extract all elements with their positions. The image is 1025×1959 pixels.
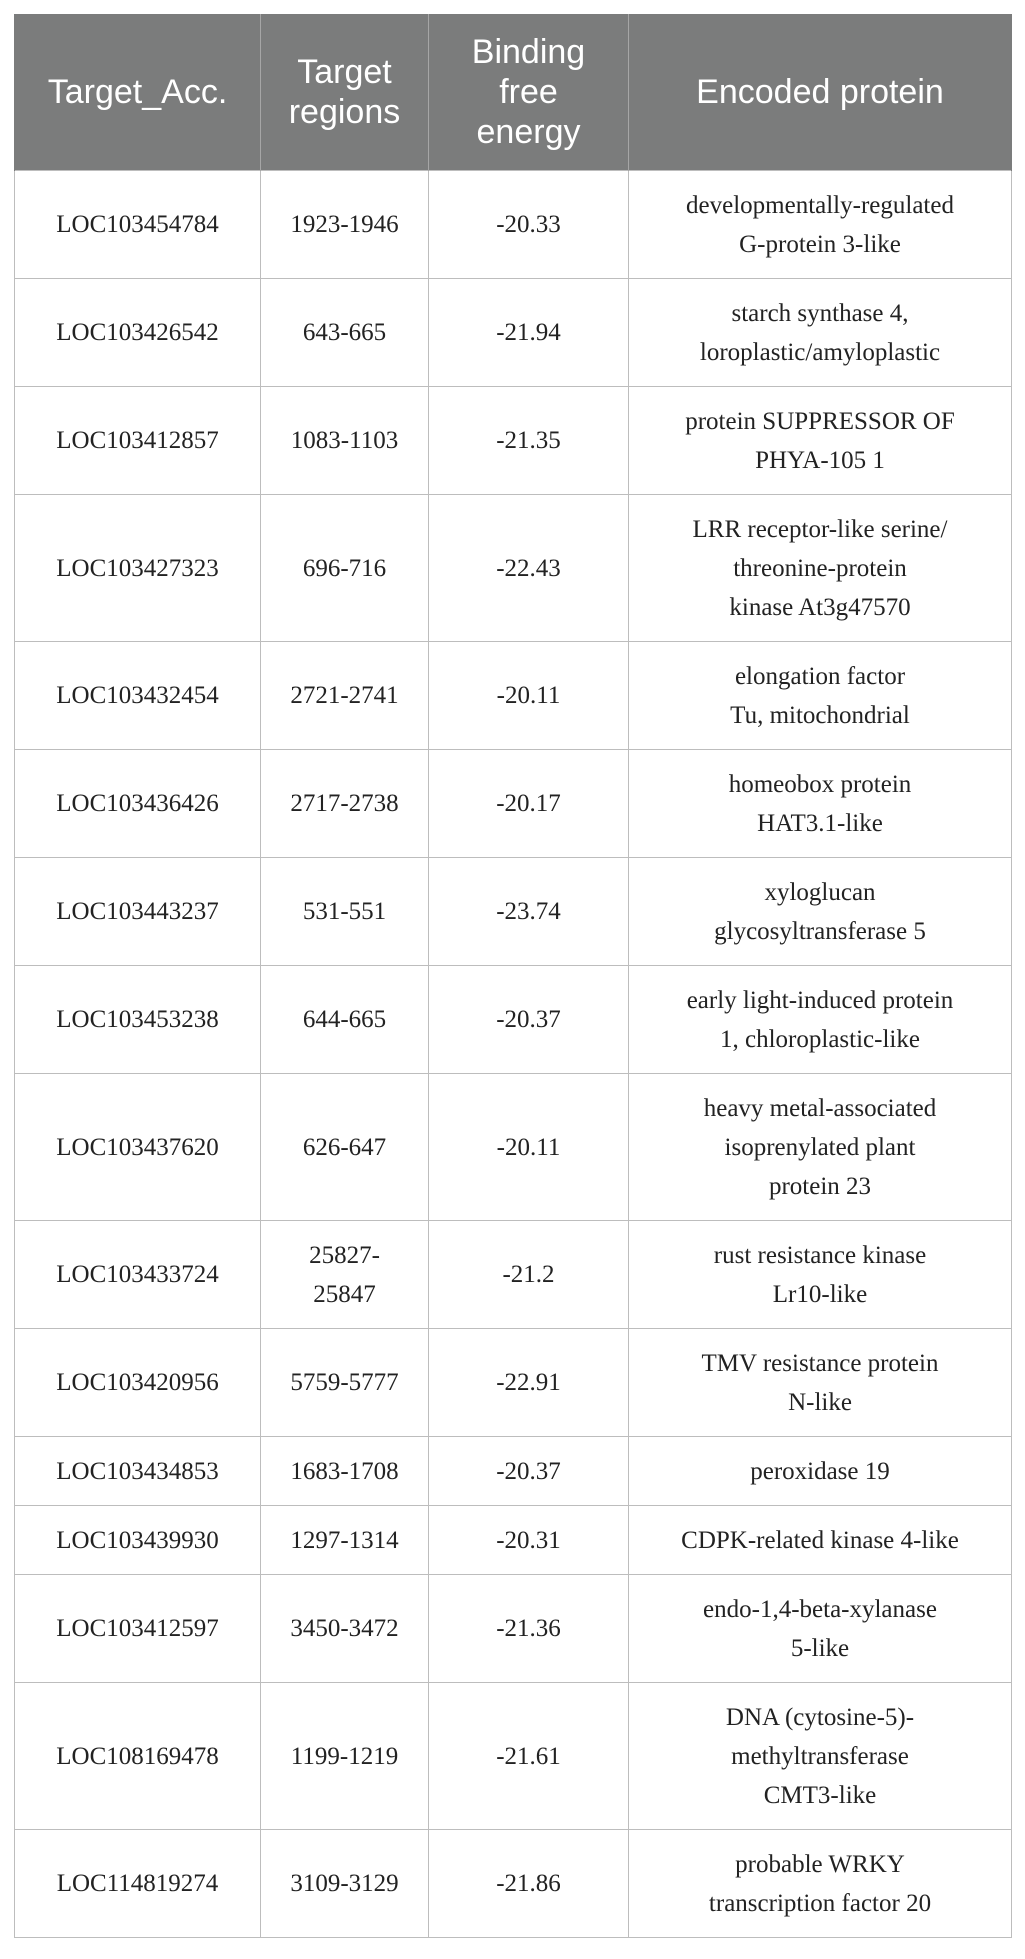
cell-target-acc: LOC103433724 — [15, 1221, 261, 1329]
protein-line: starch synthase 4, — [731, 299, 909, 327]
cell-target-acc: LOC103453238 — [15, 966, 261, 1074]
cell-encoded-protein — [629, 750, 1012, 858]
cell-target-region: 1297-1314 — [261, 1506, 429, 1575]
protein-line: developmentally-regulated — [686, 191, 954, 219]
cell-encoded-protein — [629, 1575, 1012, 1683]
protein-line: TMV resistance protein — [701, 1349, 939, 1377]
cell-encoded-protein — [629, 1683, 1012, 1830]
cell-target-region: 3109-3129 — [261, 1830, 429, 1938]
cell-target-acc: LOC103454784 — [15, 171, 261, 279]
protein-line: Lr10-like — [772, 1280, 868, 1308]
cell-target-acc: LOC103443237 — [15, 858, 261, 966]
cell-binding-energy: -23.74 — [429, 858, 629, 966]
cell-target-region: 2717-2738 — [261, 750, 429, 858]
cell-binding-energy: -22.43 — [429, 495, 629, 642]
cell-binding-energy: -20.37 — [429, 1437, 629, 1506]
header-target-regions-line1: Target — [297, 53, 392, 91]
cell-binding-energy: -21.61 — [429, 1683, 629, 1830]
table-header — [15, 14, 1012, 171]
protein-line: elongation factor — [734, 662, 906, 690]
cell-target-region: 1199-1219 — [261, 1683, 429, 1830]
protein-line: xyloglucan — [764, 878, 876, 906]
cell-binding-energy: -20.31 — [429, 1506, 629, 1575]
cell-target-acc: LOC103426542 — [15, 279, 261, 387]
cell-binding-energy: -20.37 — [429, 966, 629, 1074]
protein-line: loroplastic/amyloplastic — [699, 338, 941, 366]
cell-target-acc: LOC103420956 — [15, 1329, 261, 1437]
table-row — [15, 1437, 1012, 1506]
cell-binding-energy: -21.36 — [429, 1575, 629, 1683]
protein-line: homeobox protein — [728, 770, 912, 798]
protein-line: G-protein 3-like — [739, 230, 901, 258]
cell-target-acc: LOC103437620 — [15, 1074, 261, 1221]
cell-binding-energy: -21.86 — [429, 1830, 629, 1938]
header-binding-line2: free — [499, 73, 558, 111]
protein-line: Tu, mitochondrial — [730, 701, 910, 729]
cell-encoded-protein — [629, 966, 1012, 1074]
cell-encoded-protein — [629, 642, 1012, 750]
table-row — [15, 966, 1012, 1074]
protein-line: protein SUPPRESSOR OF — [685, 407, 955, 435]
table-row — [15, 1575, 1012, 1683]
cell-encoded-protein — [629, 387, 1012, 495]
table-row — [15, 858, 1012, 966]
cell-target-region: 2721-2741 — [261, 642, 429, 750]
cell-binding-energy: -21.35 — [429, 387, 629, 495]
protein-line: early light-induced protein — [686, 986, 954, 1014]
table-body — [15, 171, 1012, 1938]
protein-line: glycosyltransferase 5 — [714, 917, 926, 945]
cell-encoded-protein — [629, 1437, 1012, 1506]
cell-encoded-protein — [629, 1074, 1012, 1221]
protein-line: kinase At3g47570 — [729, 593, 911, 621]
cell-target-region: 643-665 — [261, 279, 429, 387]
header-encoded-protein-label: Encoded protein — [696, 73, 944, 111]
cell-encoded-protein — [629, 1506, 1012, 1575]
cell-target-acc: LOC103412857 — [15, 387, 261, 495]
header-binding-line1: Binding — [471, 33, 586, 71]
cell-target-acc: LOC103432454 — [15, 642, 261, 750]
cell-encoded-protein — [629, 495, 1012, 642]
cell-encoded-protein — [629, 858, 1012, 966]
protein-line: CMT3-like — [763, 1781, 877, 1809]
cell-binding-energy: -20.11 — [429, 642, 629, 750]
table-row — [15, 1506, 1012, 1575]
protein-line: peroxidase 19 — [750, 1457, 890, 1485]
table-row — [15, 1329, 1012, 1437]
cell-target-acc: LOC103427323 — [15, 495, 261, 642]
data-table — [14, 14, 1012, 1938]
cell-target-acc: LOC103434853 — [15, 1437, 261, 1506]
cell-binding-energy: -22.91 — [429, 1329, 629, 1437]
cell-target-region: 1683-1708 — [261, 1437, 429, 1506]
table-row — [15, 279, 1012, 387]
cell-binding-energy: -20.33 — [429, 171, 629, 279]
table-row — [15, 750, 1012, 858]
protein-line: transcription factor 20 — [708, 1889, 932, 1917]
protein-line: LRR receptor-like serine/ — [692, 515, 948, 543]
cell-binding-energy: -21.2 — [429, 1221, 629, 1329]
protein-line: heavy metal-associated — [703, 1094, 937, 1122]
table-row — [15, 1683, 1012, 1830]
cell-target-region: 531-551 — [261, 858, 429, 966]
cell-binding-energy: -20.17 — [429, 750, 629, 858]
cell-target-region: 1083-1103 — [261, 387, 429, 495]
protein-line: N-like — [788, 1388, 852, 1416]
header-target-regions-line2: regions — [288, 93, 401, 131]
protein-line: isoprenylated plant — [724, 1133, 916, 1161]
protein-line: endo-1,4-beta-xylanase — [703, 1595, 937, 1623]
protein-line: PHYA-105 1 — [755, 446, 885, 474]
header-target-acc — [15, 14, 261, 171]
cell-target-acc: LOC103436426 — [15, 750, 261, 858]
cell-encoded-protein — [629, 171, 1012, 279]
header-row — [15, 14, 1012, 171]
table-row — [15, 171, 1012, 279]
protein-line: DNA (cytosine-5)- — [725, 1703, 915, 1731]
cell-target-acc: LOC108169478 — [15, 1683, 261, 1830]
data-table-container — [14, 14, 1011, 1938]
protein-line: threonine-protein — [733, 554, 907, 582]
cell-target-region: 1923-1946 — [261, 171, 429, 279]
header-target-acc-label: Target_Acc. — [47, 73, 228, 111]
protein-line: probable WRKY — [735, 1850, 905, 1878]
protein-line: CDPK-related kinase 4-like — [681, 1526, 959, 1554]
cell-encoded-protein — [629, 1329, 1012, 1437]
cell-target-acc: LOC103412597 — [15, 1575, 261, 1683]
cell-binding-energy: -21.94 — [429, 279, 629, 387]
header-binding-free-energy — [429, 14, 629, 171]
cell-target-region: 644-665 — [261, 966, 429, 1074]
cell-target-region: 696-716 — [261, 495, 429, 642]
protein-line: 5-like — [790, 1634, 850, 1662]
protein-line: HAT3.1-like — [757, 809, 883, 837]
table-row — [15, 1830, 1012, 1938]
cell-encoded-protein — [629, 1221, 1012, 1329]
cell-target-region: 5759-5777 — [261, 1329, 429, 1437]
header-target-regions — [261, 14, 429, 171]
cell-target-acc: LOC103439930 — [15, 1506, 261, 1575]
cell-encoded-protein — [629, 279, 1012, 387]
protein-line: rust resistance kinase — [713, 1241, 927, 1269]
cell-target-region: 3450-3472 — [261, 1575, 429, 1683]
cell-target-acc: LOC114819274 — [15, 1830, 261, 1938]
protein-line: 1, chloroplastic-like — [720, 1025, 920, 1053]
table-row — [15, 387, 1012, 495]
protein-line: protein 23 — [768, 1172, 872, 1200]
protein-line: methyltransferase — [731, 1742, 909, 1770]
cell-target-region: 626-647 — [261, 1074, 429, 1221]
cell-binding-energy: -20.11 — [429, 1074, 629, 1221]
region-line: 25847 — [313, 1280, 376, 1308]
table-row — [15, 1074, 1012, 1221]
cell-encoded-protein — [629, 1830, 1012, 1938]
cell-target-region — [261, 1221, 429, 1329]
region-line: 25827- — [309, 1241, 380, 1269]
table-row — [15, 642, 1012, 750]
table-row — [15, 1221, 1012, 1329]
table-row — [15, 495, 1012, 642]
header-encoded-protein — [629, 14, 1012, 171]
header-binding-line3: energy — [476, 113, 581, 151]
